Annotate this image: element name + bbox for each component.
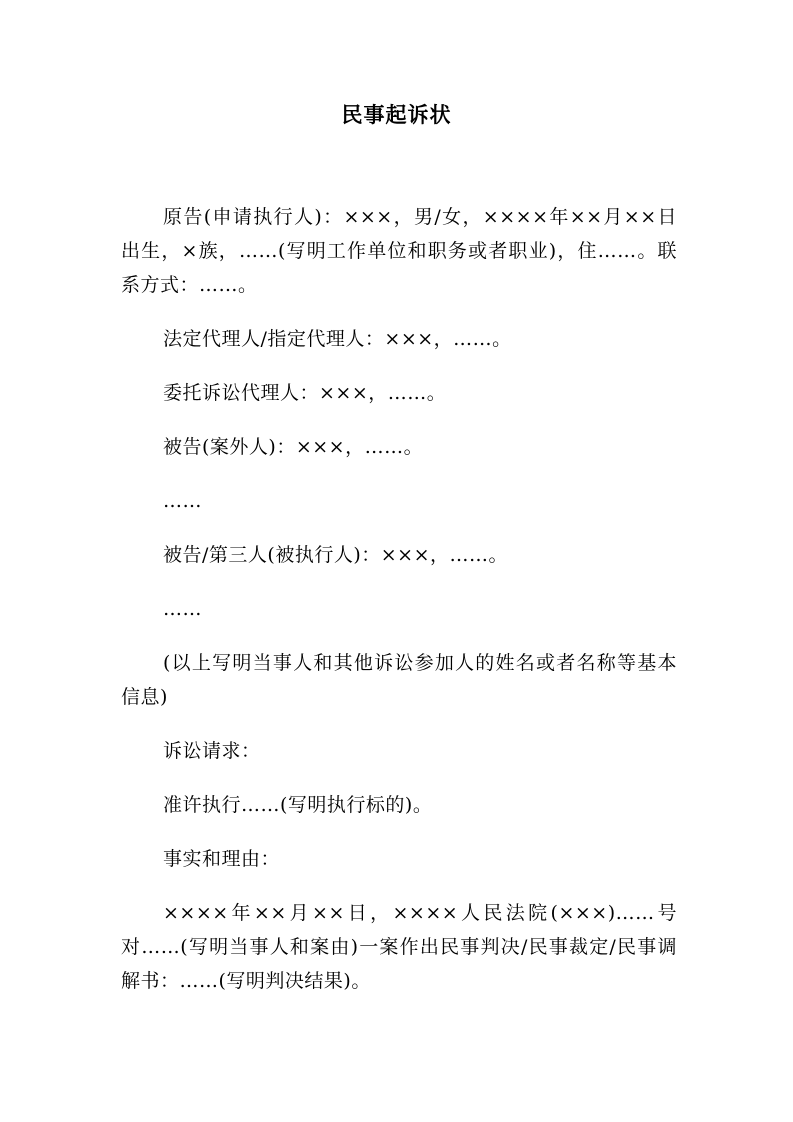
claims-paragraph: 准许执行……(写明执行标的)。 (163, 794, 433, 816)
parties-note-paragraph: (以上写明当事人和其他诉讼参加人的姓名或者名称等基本信息) (121, 652, 677, 708)
entrusted-agent-paragraph: 委托诉讼代理人：×××，……。 (163, 382, 447, 404)
legal-representative-paragraph: 法定代理人/指定代理人：×××，……。 (163, 328, 512, 350)
ellipsis-paragraph: …… (163, 490, 202, 512)
claims-heading: 诉讼请求： (163, 740, 261, 762)
facts-heading: 事实和理由： (163, 848, 281, 870)
defendant-third-party-paragraph: 被告/第三人(被执行人)：×××，……。 (163, 544, 508, 566)
document-body (121, 200, 677, 998)
plaintiff-paragraph: 原告(申请执行人)：×××，男/女，××××年××月××日出生，×族，……(写明工作单位和职务或者职业)，住……。联系方式：……。 (121, 206, 677, 296)
document-title: 民事起诉状 (341, 102, 452, 127)
defendant-outsider-paragraph: 被告(案外人)：×××，……。 (163, 436, 424, 458)
facts-paragraph: ××××年××月××日，××××人民法院(×××)……号对……(写明当事人和案由)一案作出民事判决/民事裁定/民事调解书：……(写明判决结果)。 (121, 902, 677, 992)
ellipsis-paragraph: …… (163, 598, 202, 620)
